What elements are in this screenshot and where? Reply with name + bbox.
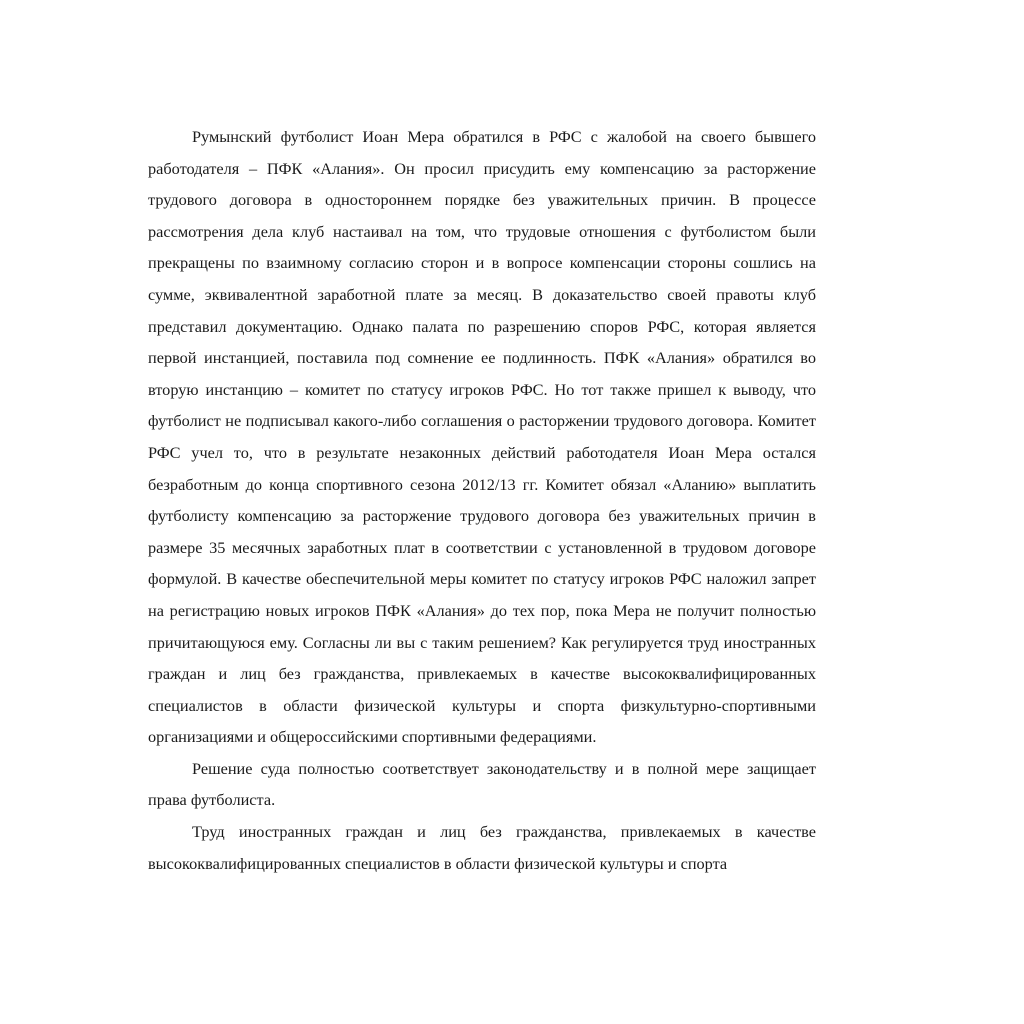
paragraph-foreign-labor: Труд иностранных граждан и лиц без гражданства, привлекаемых в качестве высококвалифицированных специалистов в области физической культуры и спорта <box>148 822 816 873</box>
paragraph-court-decision: Решение суда полностью соответствует законодательству и в полной мере защищает права футболиста. <box>148 758 816 810</box>
paragraph-case-description: Румынский футболист Иоан Мера обратился в РФС с жалобой на своего бывшего работодателя – ПФК «Алания». Он просил присудить ему компенсацию за расторжение трудового договора в одностороннем порядке без уважительных причин. В процессе рассмотрения дела клуб настаивал на том, что трудовые отношения с футболистом были прекращены по взаимному согласию сторон и в вопросе компенсации стороны сошлись на сумме, эквивалентной заработной плате за месяц. В доказательство своей правоты клуб представил документацию. Однако палата по разрешению споров РФС, которая является первой инстанцией, поставила под сомнение ее подлинность. ПФК «Алания» обратился во вторую инстанцию – комитет по статусу игроков РФС. Но тот также пришел к выводу, что футболист не подписывал какого-либо соглашения о расторжении трудового договора. Комитет РФС учел то, что в результате незаконных действий работодателя Иоан Мера остался безработным до конца спортивного сезона 2012/13 гг. Комитет обязал «Аланию» выплатить футболисту компенсацию за расторжение трудового договора без уважительных причин в размере 35 месячных заработных плат в соответствии с установленной в трудовом договоре формулой. В качестве обеспечительной меры комитет по статусу игроков РФС наложил запрет на регистрацию новых игроков ПФК «Алания» до тех пор, пока Мера не получит полностью причитающуюся ему. Согласны ли вы с таким решением? Как регулируется труд иностранных граждан и лиц без гражданства, привлекаемых в качестве высококвалифицированных специалистов в области физической культуры и спорта физкультурно-спортивными организациями и общероссийскими спортивными федерациями. <box>148 127 816 747</box>
document-body <box>148 121 816 879</box>
